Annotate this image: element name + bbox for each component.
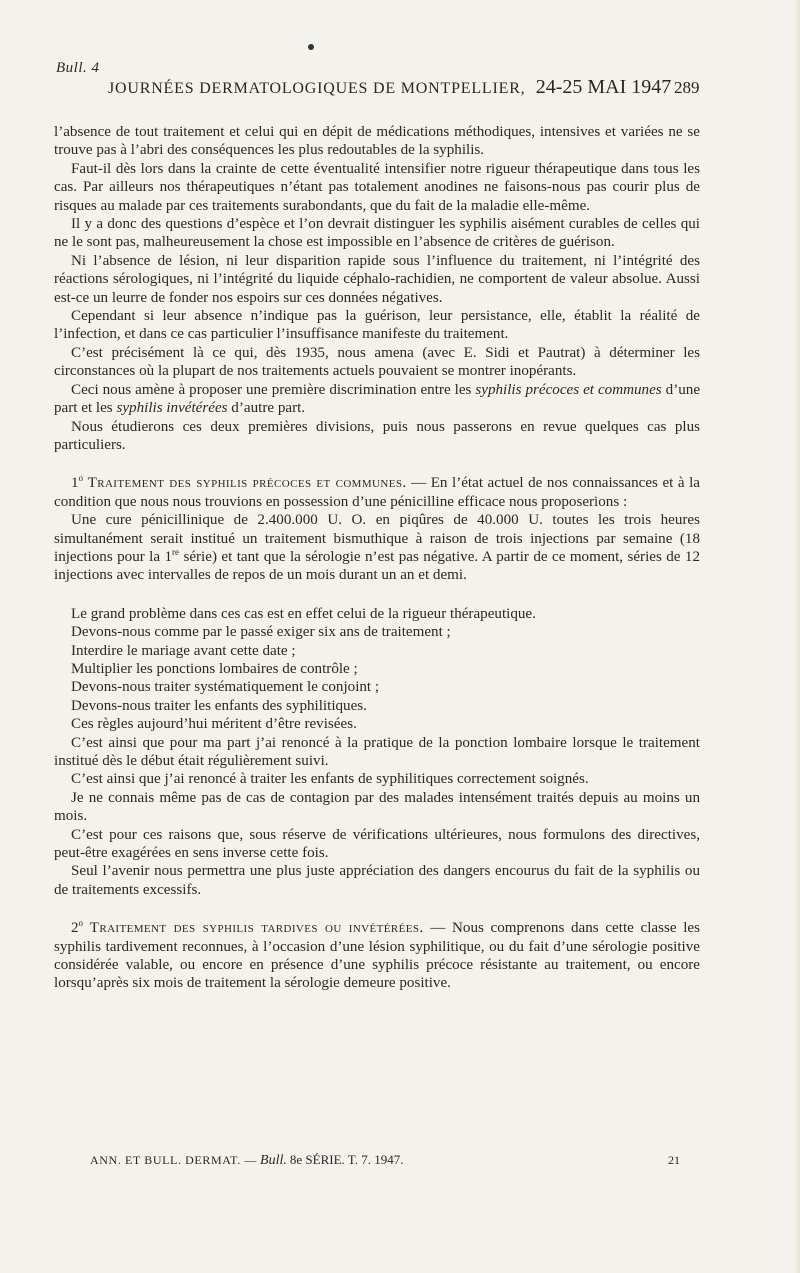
footer-bull: Bull.: [260, 1153, 287, 1168]
footer-sheet-number: 21: [668, 1153, 680, 1167]
cure-text: série) et tant que la sérologie n’est pas négative. A partir de ce moment, séries de 12 injections avec intervalles de repos de un mois durant un an et demi.: [54, 548, 701, 584]
division-term-precoces: syphilis précoces et communes: [475, 381, 662, 398]
problem-line: Devons-nous traiter systématiquement le conjoint ;: [71, 679, 380, 696]
spacer: [54, 585, 700, 605]
footer-citation: [90, 1152, 404, 1169]
paragraph: Il y a donc des questions d’espèce et l’on devrait distinguer les syphilis aisément curables de celles qui ne le sont pas, malheureusement la chose est impossible en l’absence de critères de guérison.: [54, 216, 700, 251]
page-footer: [90, 1152, 680, 1169]
body-text: [54, 123, 700, 993]
paragraph: C’est précisément là ce qui, dès 1935, nous amena (avec E. Sidi et Pautrat) à déterminer les circonstances où la plupart de nos traitements actuels pouvaient se montrer inopérants.: [54, 344, 700, 380]
problem-line: Interdire le mariage avant cette date ;: [71, 642, 296, 659]
division-text: Ceci nous amène à proposer une première discrimination entre les: [71, 381, 476, 398]
running-title: JOURNÉES DERMATOLOGIQUES DE MONTPELLIER,: [108, 80, 526, 97]
problem-line: Ces règles aujourd’hui méritent d’être revisées.: [71, 716, 357, 733]
paragraph: Faut-il dès lors dans la crainte de cette éventualité intensifier notre rigueur thérapeutique dans tous les cas. Par ailleurs nos thérapeutiques n’étant pas totalement anodines ne faisons-nous pas courir plus de risques au malade par ces traitements surabondants, que du fait de la maladie elle-même.: [54, 160, 700, 214]
division-text: d’autre part.: [227, 400, 306, 417]
section-1: [54, 474, 700, 511]
paragraph: l’absence de tout traitement et celui qui en dépit de médications méthodiques, intensives et variées ne se trouve pas à l’abri des conséquences les plus redoutables de la syphilis.: [54, 124, 700, 159]
problem-line: Devons-nous traiter les enfants des syphilitiques.: [71, 697, 367, 714]
cure-ordinal: re: [172, 546, 180, 557]
bulletin-mark: Bull. 4: [56, 60, 100, 76]
page-number: 289: [674, 78, 700, 97]
section-text: — En l’état actuel de nos connaissances et à la condition que nous nous trouvions en possession d’une pénicilline efficace nous proposerions :: [54, 475, 700, 510]
section-number: 2: [71, 920, 79, 937]
section-text: — Nous comprenons dans cette classe les syphilis tardivement reconnues, à l’occasion d’une lésion syphilitique, ou du fait d’une sérologie positive considérée valable, ou encore en présence d’une syphilis précoce résistante au traitement, ou encore lorsqu’après six mois de traitement la sérologie demeure positive.: [54, 920, 700, 992]
cure-paragraph: [54, 511, 700, 585]
paragraph: Cependant si leur absence n’indique pas la guérison, leur persistance, elle, établit la réalité de l’infection, et dans ce cas particulier l’insuffisance manifeste du traitement.: [54, 308, 700, 343]
paragraph: C’est pour ces raisons que, sous réserve de vérifications ultérieures, nous formulons des directives, peut-être exagérées en sens inverse cette fois.: [54, 826, 700, 862]
section-2: [54, 919, 700, 993]
paragraph: Je ne connais même pas de cas de contagion par des malades intensément traités depuis au moins un mois.: [54, 789, 700, 825]
footer-journal: ANN. ET BULL. DERMAT. —: [90, 1153, 258, 1167]
paragraph: Seul l’avenir nous permettra une plus juste appréciation des dangers encourus du fait de la syphilis ou de traitements excessifs.: [54, 863, 700, 898]
paragraph: C’est ainsi que j’ai renoncé à traiter les enfants de syphilitiques correctement soignés.: [71, 771, 589, 788]
running-head: [108, 76, 708, 99]
paragraph: C’est ainsi que pour ma part j’ai renoncé à la pratique de la ponction lombaire lorsque le traitement institué dès le début était régulièrement suivi.: [54, 734, 700, 769]
section-heading: Traitement des syphilis précoces et communes.: [87, 475, 407, 492]
problem-line: Multiplier les ponctions lombaires de contrôle ;: [71, 660, 358, 677]
ink-dot: [308, 44, 314, 50]
division-paragraph: [54, 381, 700, 418]
division-text: d’une part et les: [54, 381, 701, 417]
section-ordinal: o: [78, 473, 84, 484]
problem-line: Le grand problème dans ces cas est en effet celui de la rigueur thérapeutique.: [71, 605, 536, 622]
cure-text: Une cure pénicillinique de 2.400.000 U. O. en piqûres de 40.000 U. toutes les trois heures simultanément serait institué un traitement bismuthique à raison de trois injections par semaine (18 injections pour la 1: [54, 512, 700, 565]
paragraph: Ni l’absence de lésion, ni leur disparition rapide sous l’influence du traitement, ni l’intégrité des réactions sérologiques, ni l’intégrité du liquide céphalo-rachidien, ne comportent de valeur absolue. Aussi est-ce un leurre de fonder nos espoirs sur ces données négatives.: [54, 252, 700, 306]
footer-series: 8e SÉRIE. T. 7. 1947.: [289, 1152, 404, 1167]
section-number: 1: [71, 475, 79, 492]
problem-line: Devons-nous comme par le passé exiger six ans de traitement ;: [71, 624, 451, 641]
section-ordinal: o: [78, 918, 84, 929]
section-heading: Traitement des syphilis tardives ou invétérées.: [89, 920, 424, 937]
running-date: 24-25 MAI 1947: [535, 76, 672, 98]
page-edge: [794, 0, 800, 1273]
paragraph: Nous étudierons ces deux premières divisions, puis nous passerons en revue quelques cas plus particuliers.: [54, 418, 700, 453]
division-term-inveterees: syphilis invétérées: [116, 400, 228, 417]
